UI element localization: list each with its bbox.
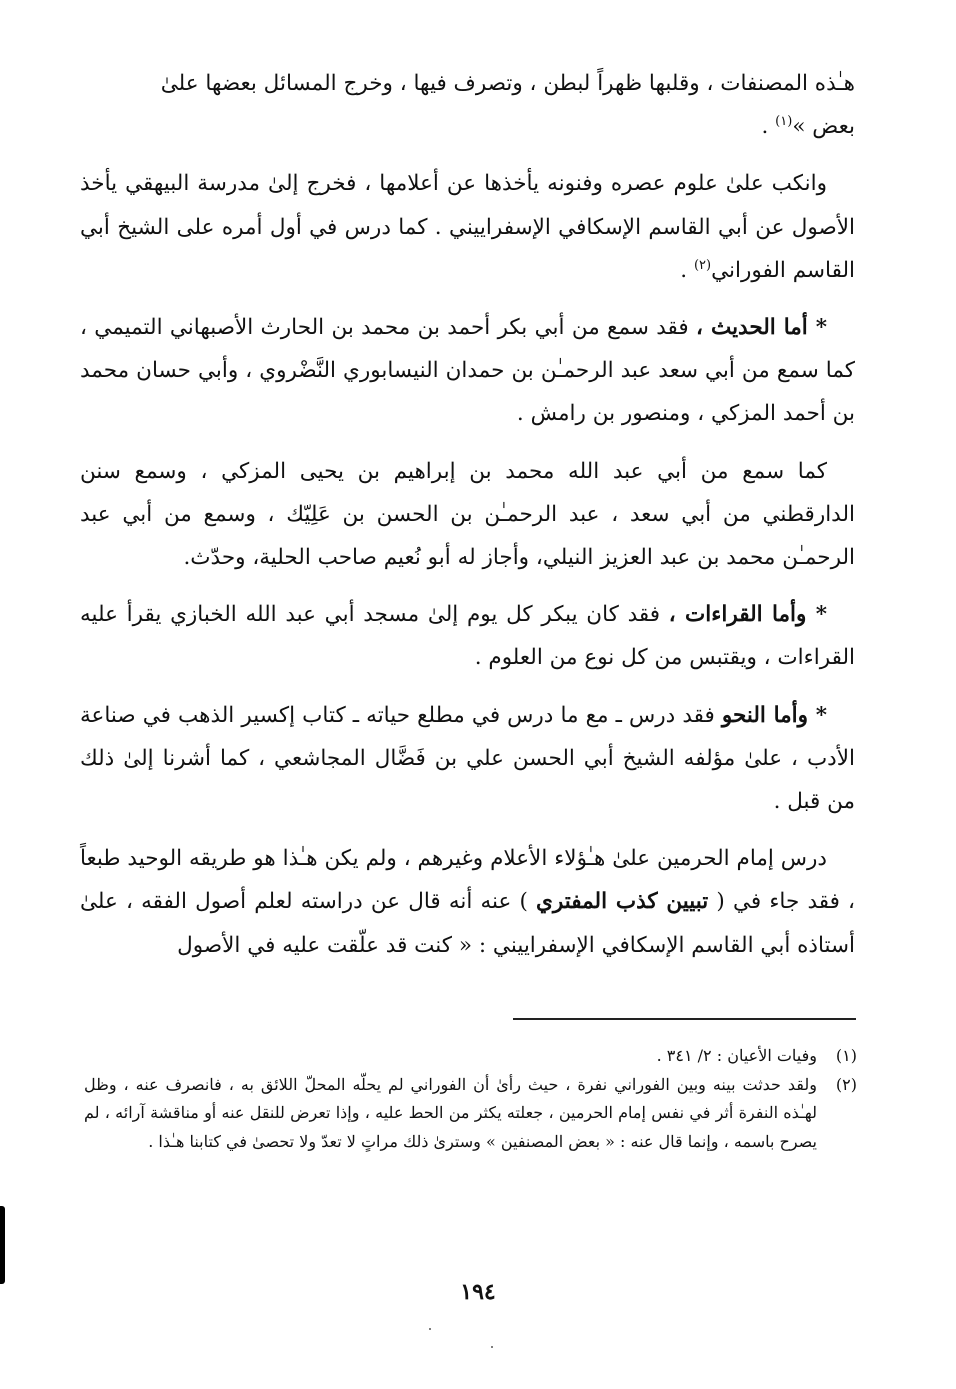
footnote-ref-1: (١) [775,114,793,130]
scan-edge-mark [0,1206,5,1284]
book-title: تبيين كذب المفتري [536,889,709,915]
paragraph-4 [80,450,855,580]
paragraph-1-line-2: بعض » [792,114,855,140]
heading-hadith: * أما الحديث ، [696,315,827,341]
paragraph-hadith [80,306,855,436]
paragraph-qiraat [80,593,855,679]
paragraph-2-text: وانكب علىٰ علوم عصره وفنونه يأخذها عن أعلامها ، فخرج إلىٰ مدرسة البيهقي يأخذ الأصول عن أبي القاسم الإسكافي الإسفراييني . كما درس في أول أمره على الشيخ أبي القاسم الفوراني [80,171,855,283]
paragraph-nahw [80,694,855,824]
paragraph-1-end: . [761,114,776,140]
footnote-1-number: (١) [835,1046,857,1065]
page-number: ١٩٤ [460,1279,496,1305]
paragraph-4-text: كما سمع من أبي عبد الله محمد بن إبراهيم بن يحيى المزكي ، وسمع سنن الدارقطني من أبي سعد ، عبد الرحمـٰن بن الحسن بن عَلِيّك ، وسمع من أبي عبد الرحمـٰن محمد بن عبد العزيز النيلي، وأجاز له أبو نُعيم صاحب الحلية، وحدّث. [80,458,855,571]
footnote-1 [84,1042,857,1071]
paragraph-2 [80,162,855,292]
heading-qiraat: * وأما القراءات ، [668,602,828,628]
paragraph-nahw-text: فقد درس ـ مع ما درس في مطلع حياته ـ كتاب إكسير الذهب في صناعة الأدب ، علىٰ مؤلفه الشيخ أبي الحسن علي بن فَضَّال المجاشعي ، كما أشرنا إلىٰ ذلك من قبل . [80,702,855,815]
footnote-1-text: وفيات الأعيان : ٢/ ٣٤١ . [656,1046,817,1065]
scan-speck [429,1328,431,1330]
footnote-2-number: (٢) [835,1074,857,1094]
footnote-separator [513,1018,856,1020]
paragraph-1 [80,62,855,148]
main-text [80,62,855,967]
footnotes [84,1042,857,1156]
paragraph-1-line-1: هـٰذه المصنفات ، وقلبها ظهراً لبطن ، وتصرف فيها ، وخرج المسائل بعضها علىٰ [160,71,855,96]
paragraph-qiraat-text: فقد كان يبكر كل يوم إلىٰ مسجد أبي عبد الله الخبازي يقرأ عليه القراءات ، ويقتبس من كل نوع من العلوم . [80,602,855,671]
paragraph-7-after: ) عنه أنه قال عن دراسته لعلم أصول الفقه ، علىٰ أستاذه أبي القاسم الإسكافي الإسفراييني : « كنت قد علّقت عليه في الأصول [80,889,855,958]
paragraph-7-before: درس إمام الحرمين علىٰ هـٰؤلاء الأعلام وغيرهم ، ولم يكن هـٰذا هو طريقه الوحيد طبعاً ، فقد جاء في ( [80,846,855,915]
paragraph-7 [80,837,855,967]
footnote-2 [84,1071,857,1157]
paragraph-2-end: . [680,257,694,283]
paragraph-hadith-text: فقد سمع من أبي بكر أحمد بن محمد بن الحارث الأصبهاني التميمي ، كما سمع من أبي سعد عبد الرحمـٰن بن حمدان النيسابوري النَّضْروي ، وأبي حسان محمد بن أحمد المزكي ، ومنصور بن رامش . [80,315,855,427]
footnote-2-text: ولقد حدثت بينه وبين الفوراني نفرة ، حيث رأىٰ أن الفوراني لم يحلّه المحلّ اللائق به ، فانصرف عنه ، وظل لهـٰذه النفرة أثر في نفس إمام الحرمين ، جعلته يكثر من الحط عليه ، وإذا تعرض للنقل عنه أو مناقشة آرائه ، لم يصرح باسمه ، وإنما قال عنه : « بعض المصنفين » وسترىٰ ذلك مراتٍ لا تعدّ ولا تحصىٰ في كتابنا هـٰذا . [84,1074,817,1151]
scan-speck [491,1346,493,1348]
heading-nahw: * وأما النحو [721,702,827,728]
footnote-ref-2: (٢) [693,257,712,273]
